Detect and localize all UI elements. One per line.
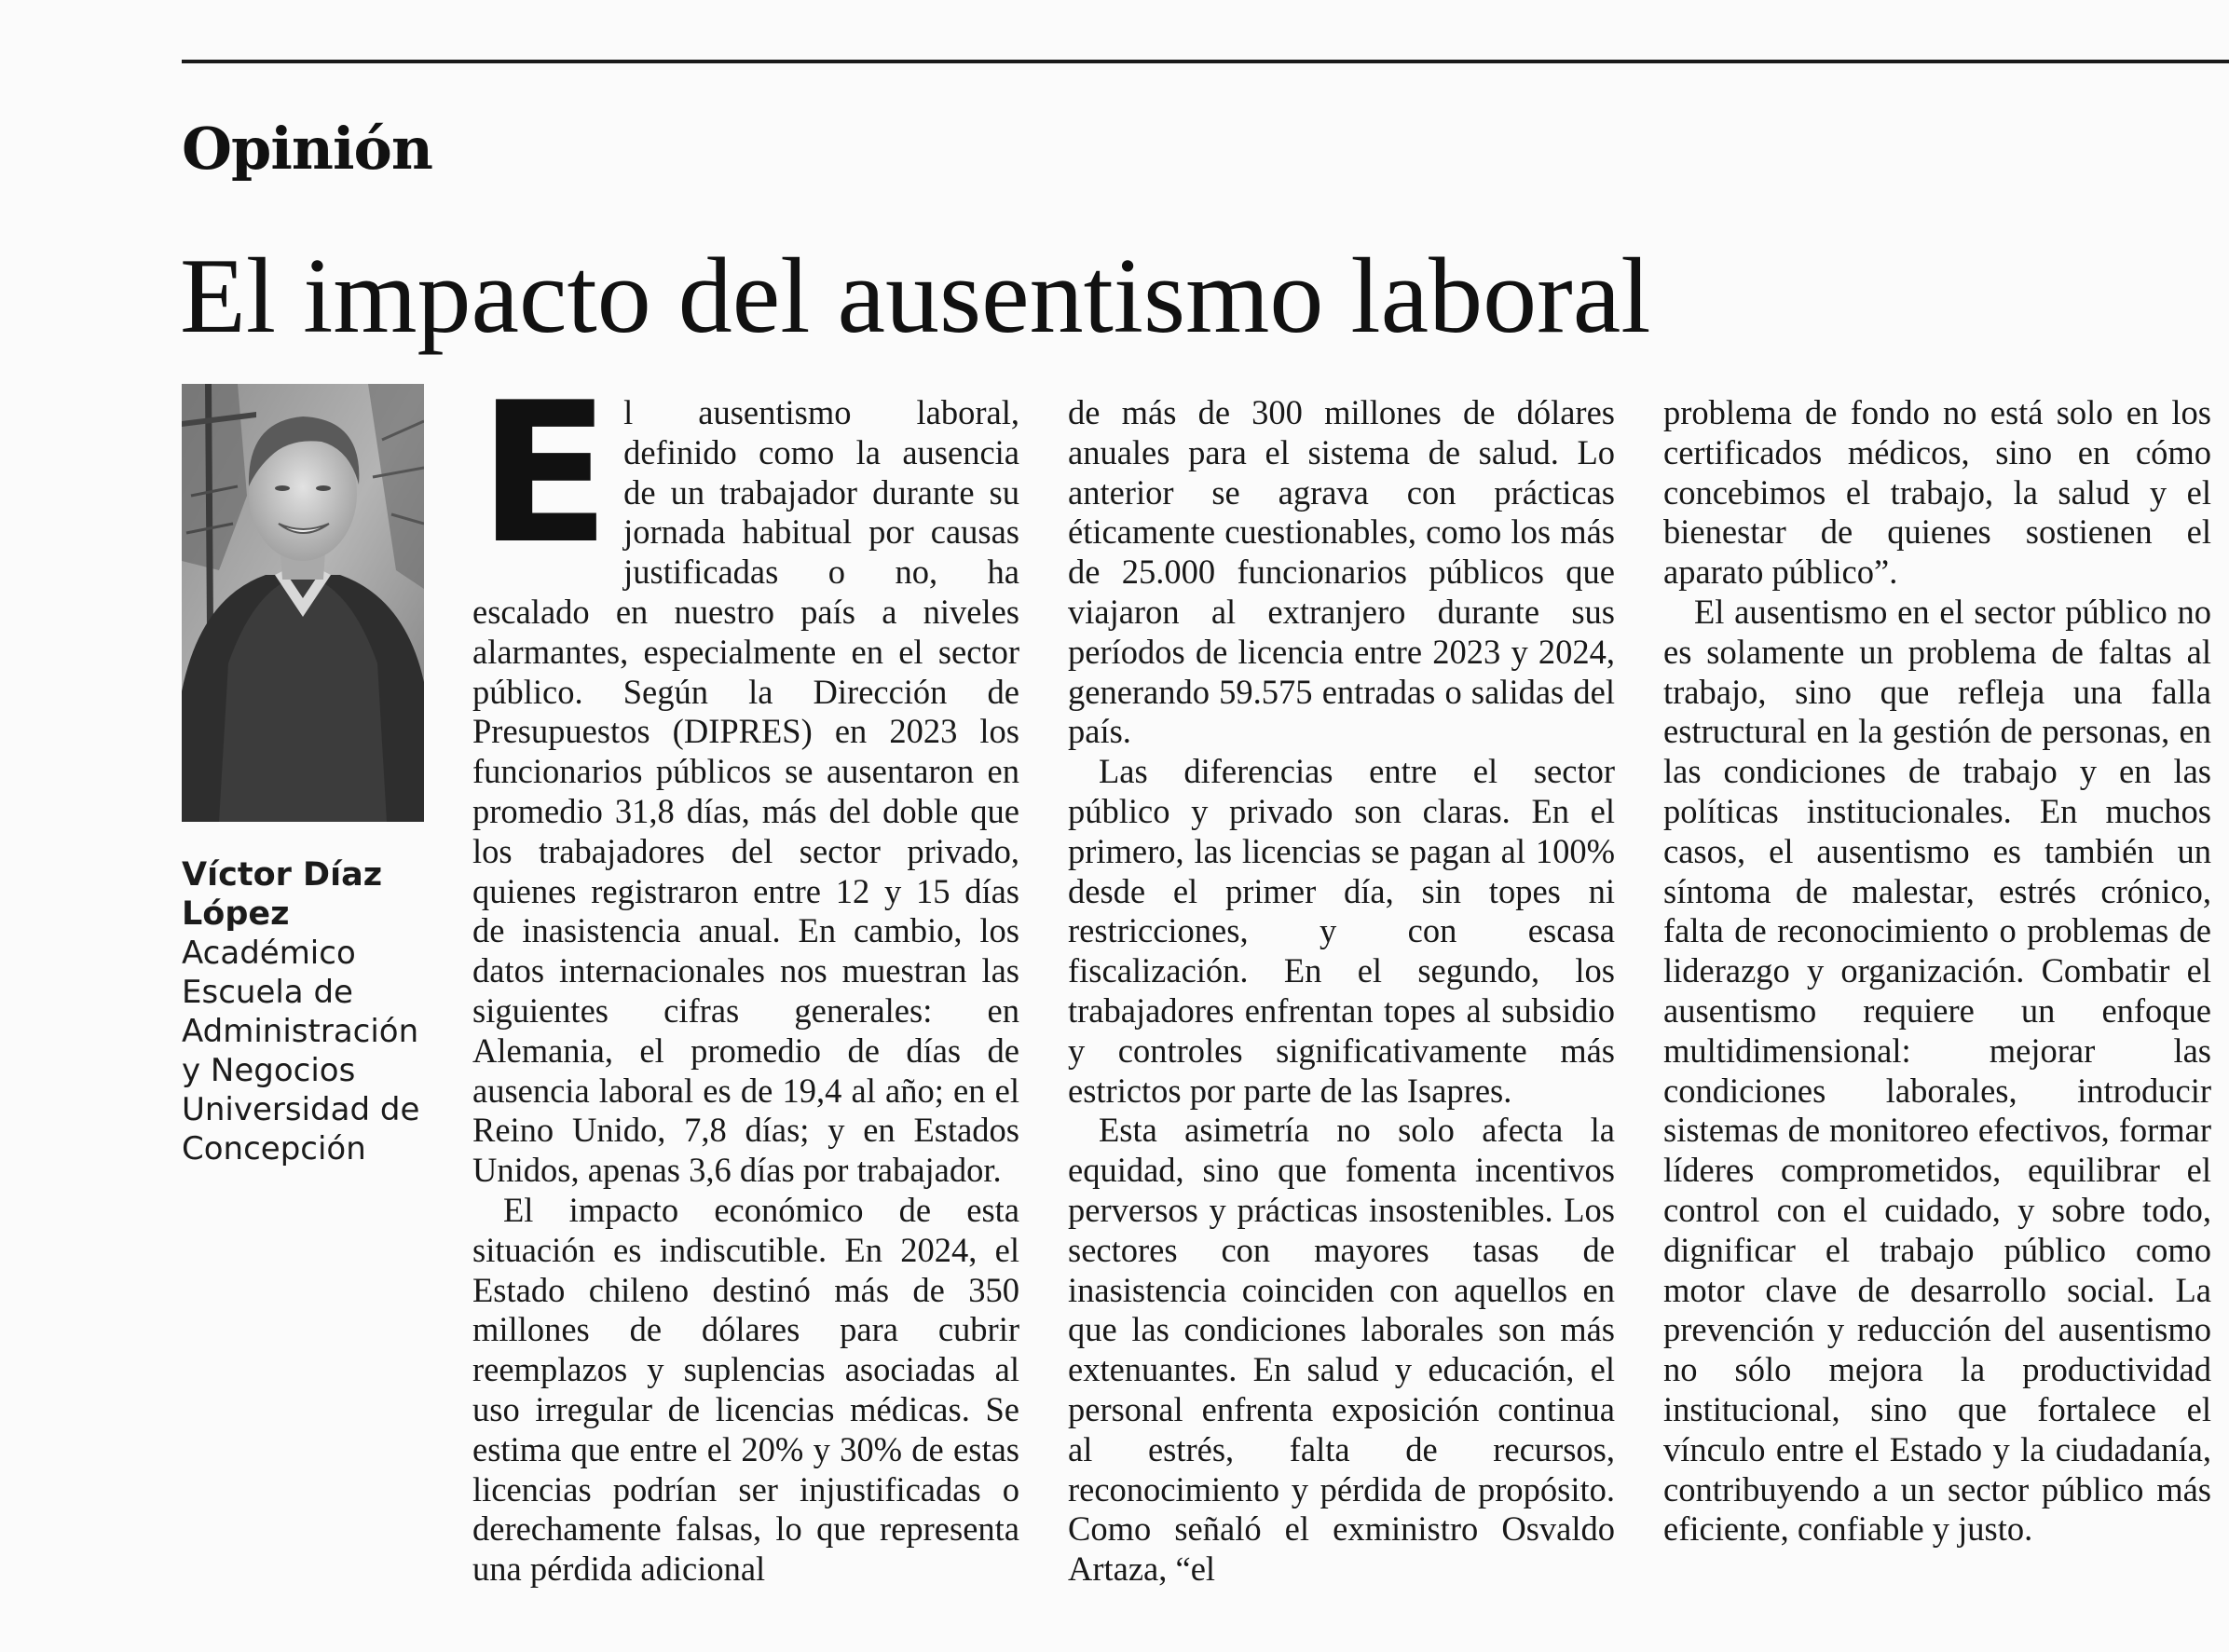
- article-column-1: [472, 362, 1019, 1590]
- author-role-line-3: Administración: [182, 1013, 419, 1050]
- article-column-3: [1663, 393, 2211, 1550]
- author-name-line-1: Víctor Díaz: [182, 856, 383, 894]
- author-role-line-5: Universidad de: [182, 1091, 420, 1128]
- top-rule: [182, 60, 2229, 63]
- article-column-2: [1068, 393, 1615, 1590]
- article-paragraph: de más de 300 millones de dólares anuales para el sistema de salud. Lo anterior se agrava con prácticas éticamente cuestionables, como los más de 25.000 funcionarios públicos que viajaron al extranjero durante sus períodos de licencia entre 2023 y 2024, generando 59.575 entradas o salidas del país.: [1068, 393, 1615, 751]
- article-paragraph: Esta asimetría no solo afecta la equidad, sino que fomenta incentivos perversos y prácticas insostenibles. Los sectores con mayores tasas de inasistencia coinciden con aquellos en que las condiciones laborales son más extenuantes. En salud y educación, el personal enfrenta exposición continua al estrés, falta de recursos, reconocimiento y pérdida de propósito. Como señaló el exministro Osvaldo Artaza, “el: [1068, 1111, 1615, 1589]
- section-label: Opinión: [182, 115, 432, 183]
- article-paragraph: Las diferencias entre el sector público y privado son claras. En el primero, las licencias se pagan al 100% desde el primer día, sin topes ni restricciones, y con escasa fiscalización. En el segundo, los trabajadores enfrentan topes al subsidio y controles significativamente más estrictos por parte de las Isapres.: [1068, 752, 1615, 1110]
- author-role-line-4: y Negocios: [182, 1052, 356, 1089]
- article-paragraph: [472, 362, 1019, 1191]
- author-photo: [182, 384, 424, 822]
- author-box: [182, 855, 433, 1168]
- article-paragraph: El impacto económico de esta situación es indiscutible. En 2024, el Estado chileno destinó más de 350 millones de dólares para cubrir reemplazos y suplencias asociadas al uso irregular de licencias médicas. Se estima que entre el 20% y 30% de estas licencias podrían ser injustificadas o derechamente falsas, lo que representa una pérdida adicional: [472, 1190, 1019, 1589]
- author-role-line-6: Concepción: [182, 1130, 366, 1167]
- drop-cap: E: [478, 362, 611, 587]
- author-role-line-2: Escuela de: [182, 974, 353, 1011]
- article-paragraph: problema de fondo no está solo en los certificados médicos, sino en cómo concebimos el trabajo, la salud y el bienestar de quienes sostienen el aparato público”.: [1663, 393, 2211, 592]
- author-role-line-1: Académico: [182, 935, 356, 972]
- article-paragraph: El ausentismo en el sector público no es solamente un problema de faltas al trabajo, sino que refleja una falla estructural en la gestión de personas, en las condiciones de trabajo y en las políticas institucionales. En muchos casos, el ausentismo es también un síntoma de malestar, estrés crónico, falta de reconocimiento o problemas de liderazgo y organización. Combatir el ausentismo requiere un enfoque multidimensional: mejorar las condiciones laborales, introducir sistemas de monitoreo efectivos, formar líderes comprometidos, equilibrar el control con el cuidado, y sobre todo, dignificar el trabajo público como motor clave de desarrollo social. La prevención y reducción del ausentismo no sólo mejora la productividad institucional, sino que fortalece el vínculo entre el Estado y la ciudadanía, contribuyendo a un sector público más eficiente, confiable y justo.: [1663, 592, 2211, 1549]
- author-name-line-2: López: [182, 895, 290, 933]
- headline: El impacto del ausentismo laboral: [180, 237, 1651, 356]
- paragraph-text: l ausentismo laboral, definido como la ausencia de un trabajador durante su jornada habitual por causas justificadas o no, ha escalado en nuestro país a niveles alarmantes, especialmente en el sector público. Según la Dirección de Presupuestos (DIPRES) en 2023 los funcionarios públicos se ausentaron en promedio 31,8 días, más del doble que los trabajadores del sector privado, quienes registraron entre 12 y 15 días de inasistencia anual. En cambio, los datos internacionales nos muestran las siguientes cifras generales: en Alemania, el promedio de días de ausencia laboral es de 19,4 al año; en el Reino Unido, 7,8 días; y en Estados Unidos, apenas 3,6 días por trabajador.: [472, 393, 1019, 1190]
